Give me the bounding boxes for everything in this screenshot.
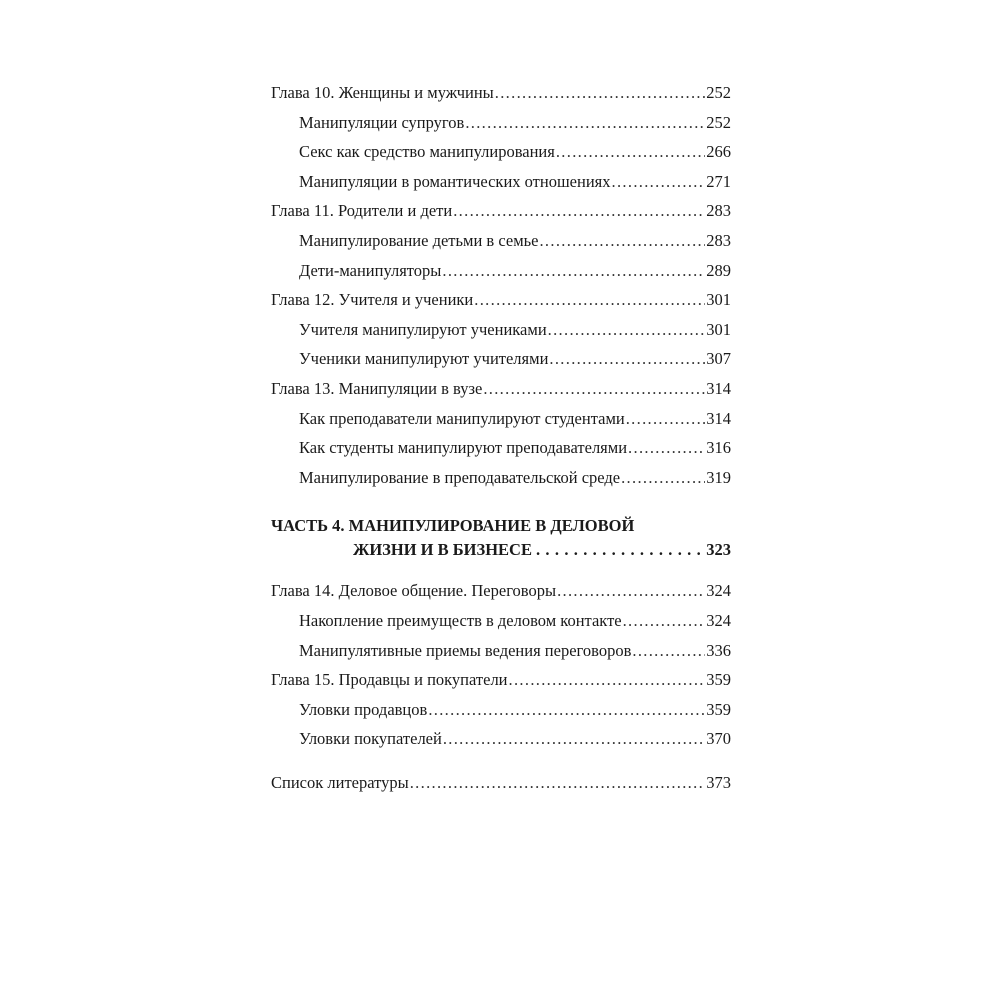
toc-entry-title: Глава 13. Манипуляции в вузе bbox=[271, 378, 483, 398]
toc-entry-chapter bbox=[271, 78, 731, 108]
toc-entry-page: 324 bbox=[706, 610, 731, 630]
toc-entry-bibliography bbox=[271, 768, 731, 798]
toc-entry-section bbox=[271, 344, 731, 374]
toc-entry-page: 252 bbox=[706, 83, 731, 102]
toc-entry-section bbox=[271, 724, 731, 754]
spacer bbox=[271, 754, 731, 768]
toc-entry-section bbox=[271, 404, 731, 434]
toc-entry-page: 370 bbox=[706, 729, 731, 749]
toc-entry-title: Глава 12. Учителя и ученики bbox=[271, 290, 474, 310]
dot-leader bbox=[428, 695, 705, 725]
toc-entry-title: Манипулирование в преподавательской среде bbox=[299, 467, 621, 487]
toc-entry-page: 271 bbox=[706, 171, 731, 191]
dot-leader bbox=[474, 285, 705, 315]
toc-entry-page: 289 bbox=[706, 260, 731, 280]
part4-heading bbox=[271, 514, 731, 562]
toc-list-part4 bbox=[271, 576, 731, 754]
toc-entry-page: 307 bbox=[706, 349, 731, 369]
toc-entry-section bbox=[271, 108, 731, 138]
toc-entry-section bbox=[271, 433, 731, 463]
toc-entry-page: 319 bbox=[706, 467, 731, 487]
toc-entry-title: Дети-манипуляторы bbox=[299, 260, 442, 280]
dot-leader bbox=[465, 108, 705, 138]
toc-entry-page: 266 bbox=[706, 142, 731, 162]
dot-leader bbox=[539, 226, 705, 256]
toc-entry-title: Ученики манипулируют учителями bbox=[299, 349, 549, 369]
table-of-contents bbox=[271, 78, 731, 797]
dot-leader bbox=[442, 256, 705, 286]
toc-entry-page: 314 bbox=[706, 378, 731, 398]
dot-leader bbox=[628, 433, 705, 463]
toc-entry-page: 252 bbox=[706, 112, 731, 132]
toc-entry-title: Уловки покупателей bbox=[299, 729, 442, 749]
toc-entry-page: 283 bbox=[706, 230, 731, 250]
dot-leader bbox=[549, 344, 705, 374]
dot-leader bbox=[410, 768, 706, 798]
toc-entry-chapter bbox=[271, 285, 731, 315]
part4-page-number: 323 bbox=[706, 540, 731, 560]
dot-leader bbox=[453, 196, 705, 226]
dot-leader bbox=[557, 576, 705, 606]
toc-entry-section bbox=[271, 695, 731, 725]
toc-entry-section bbox=[271, 226, 731, 256]
part4-title-line2: ЖИЗНИ И В БИЗНЕСЕ bbox=[353, 540, 532, 560]
toc-entry-title: Учителя манипулируют учениками bbox=[299, 319, 547, 339]
dot-leader bbox=[623, 606, 706, 636]
part4-title-line2-row bbox=[271, 538, 731, 562]
part4-title-line1: ЧАСТЬ 4. МАНИПУЛИРОВАНИЕ В ДЕЛОВОЙ bbox=[271, 516, 635, 536]
dot-leader bbox=[632, 636, 705, 666]
dot-leader bbox=[626, 404, 706, 434]
toc-entry-section bbox=[271, 256, 731, 286]
toc-entry-page: 316 bbox=[706, 438, 731, 458]
toc-entry-title: Глава 14. Деловое общение. Переговоры bbox=[271, 581, 557, 601]
toc-entry-page: 359 bbox=[706, 670, 731, 690]
toc-entry-chapter bbox=[271, 196, 731, 226]
toc-entry-page: 301 bbox=[706, 319, 731, 339]
toc-entry-title: Глава 15. Продавцы и покупатели bbox=[271, 670, 508, 690]
toc-entry-page: 359 bbox=[706, 699, 731, 719]
dot-leader bbox=[443, 724, 705, 754]
toc-entry-section bbox=[271, 137, 731, 167]
toc-entry-title: Манипулирование детьми в семье bbox=[299, 230, 539, 250]
toc-entry-title: Как студенты манипулируют преподавателями bbox=[299, 438, 628, 458]
toc-list-part3 bbox=[271, 78, 731, 492]
toc-entry-page: 314 bbox=[706, 408, 731, 428]
toc-entry-title: Манипуляции супругов bbox=[299, 112, 465, 132]
dot-leader bbox=[495, 78, 705, 108]
dot-leader bbox=[483, 374, 705, 404]
toc-entry-title: Уловки продавцов bbox=[299, 699, 428, 719]
toc-entry-title: Глава 10. Женщины и мужчины bbox=[271, 83, 494, 102]
dot-leader bbox=[548, 315, 706, 345]
toc-entry-title: Манипулятивные приемы ведения переговоров bbox=[299, 640, 632, 660]
dot-leader bbox=[509, 665, 706, 695]
dot-leader bbox=[536, 538, 702, 562]
toc-entry-section bbox=[271, 167, 731, 197]
dot-leader bbox=[612, 167, 706, 197]
toc-entry-chapter bbox=[271, 374, 731, 404]
toc-entry-page: 283 bbox=[706, 201, 731, 221]
toc-entry-title: Секс как средство манипулирования bbox=[299, 142, 555, 162]
toc-entry-chapter bbox=[271, 665, 731, 695]
toc-entry-page: 373 bbox=[706, 772, 731, 792]
dot-leader bbox=[556, 137, 705, 167]
toc-entry-chapter bbox=[271, 576, 731, 606]
toc-entry-page: 324 bbox=[706, 581, 731, 601]
toc-entry-page: 301 bbox=[706, 290, 731, 310]
toc-entry-title: Накопление преимуществ в деловом контакте bbox=[299, 610, 622, 630]
toc-entry-section bbox=[271, 606, 731, 636]
toc-entry-section bbox=[271, 315, 731, 345]
toc-entry-section bbox=[271, 636, 731, 666]
toc-entry-title: Глава 11. Родители и дети bbox=[271, 201, 453, 221]
toc-entry-title: Манипуляции в романтических отношениях bbox=[299, 171, 611, 191]
toc-entry-page: 336 bbox=[706, 640, 731, 660]
dot-leader bbox=[621, 463, 705, 493]
toc-entry-title: Как преподаватели манипулируют студентами bbox=[299, 408, 625, 428]
toc-entry-title: Список литературы bbox=[271, 772, 409, 792]
toc-entry-section bbox=[271, 463, 731, 493]
